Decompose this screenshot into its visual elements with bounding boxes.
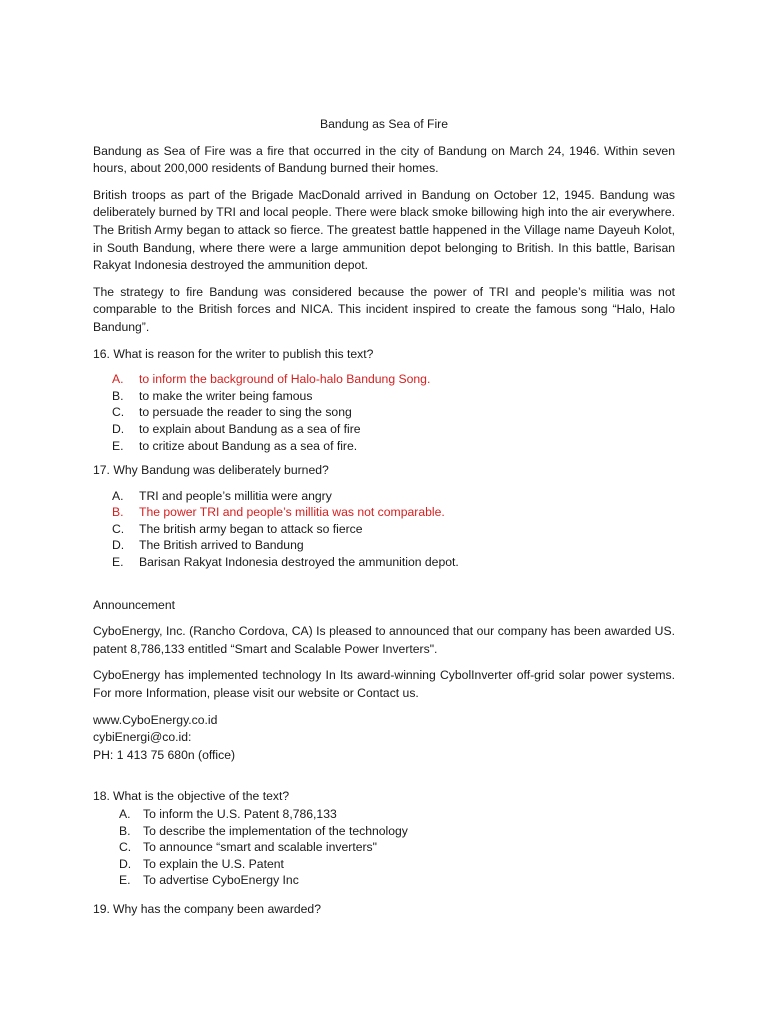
option-e: E. Barisan Rakyat Indonesia destroyed the ammunition depot. [112, 555, 459, 570]
option-b: B. to make the writer being famous [112, 388, 313, 403]
announcement-paragraph: CyboEnergy has implemented technology In Its award-winning CybolInverter off-grid solar power systems. For more Information, please visit our website or Contact us. [93, 668, 675, 701]
question-19: 19. Why has the company been awarded? [93, 901, 321, 916]
paragraph: Bandung as Sea of Fire was a fire that occurred in the city of Bandung on March 24, 1946. Within seven hours, about 200,000 residents of Bandung burned their homes. [93, 143, 675, 176]
option-c: C. to persuade the reader to sing the song [112, 405, 352, 420]
option-b: B. To describe the implementation of the technology [119, 823, 408, 838]
question-16-options [93, 371, 675, 454]
option-e: E. To advertise CyboEnergy Inc [119, 873, 299, 888]
option-c: C. To announce “smart and scalable inverters" [119, 840, 377, 855]
option-a: A. TRI and people’s millitia were angry [112, 488, 332, 503]
paragraph: The strategy to fire Bandung was considered because the power of TRI and people’s militia was not comparable to the British forces and NICA. This incident inspired to create the famous song “Halo, Halo Bandung”. [93, 284, 675, 334]
phone-text: PH: 1 413 75 680n (office) [93, 747, 236, 762]
option-d: D. The British arrived to Bandung [112, 538, 304, 553]
option-e: E. to critize about Bandung as a sea of fire. [112, 438, 358, 453]
option-d: D. To explain the U.S. Patent [119, 856, 284, 871]
option-a: A. To inform the U.S. Patent 8,786,133 [119, 807, 337, 821]
contact-block [93, 712, 675, 765]
document-page [93, 116, 675, 919]
document-title: Bandung as Sea of Fire [319, 117, 449, 131]
option-c: C. The british army began to attack so fierce [112, 521, 363, 536]
question-17: 17. Why Bandung was deliberately burned? [93, 463, 329, 478]
website-text: www.CyboEnergy.co.id [93, 712, 218, 727]
email-text: cybiEnergi@co.id: [93, 730, 192, 745]
question-16: 16. What is reason for the writer to publish this text? [93, 346, 374, 361]
option-a-answer: A. to inform the background of Halo-halo Bandung Song. [112, 372, 431, 387]
option-d: D. to explain about Bandung as a sea of fire [112, 421, 361, 436]
question-18-options [93, 806, 675, 889]
option-b-answer: B. The power TRI and people’s millitia was not comparable. [112, 505, 445, 520]
question-18: 18. What is the objective of the text? [93, 789, 290, 804]
announcement-heading: Announcement [93, 597, 175, 612]
question-17-options [93, 488, 675, 571]
paragraph: British troops as part of the Brigade MacDonald arrived in Bandung on October 12, 1945. Bandung was deliberately burned by TRI and local people. There were black smoke billowing high into the air everywhere. The British Army began to attack so fierce. The greatest battle happened in the Village name Dayeuh Kolot, in South Bandung, where there were a large ammunition depot belonging to British. In this battle, Barisan Rakyat Indonesia destroyed the ammunition depot. [93, 187, 675, 273]
announcement-paragraph: CyboEnergy, Inc. (Rancho Cordova, CA) Is pleased to announced that our company has been awarded US. patent 8,786,133 entitled “Smart and Scalable Power Inverters". [93, 624, 675, 656]
